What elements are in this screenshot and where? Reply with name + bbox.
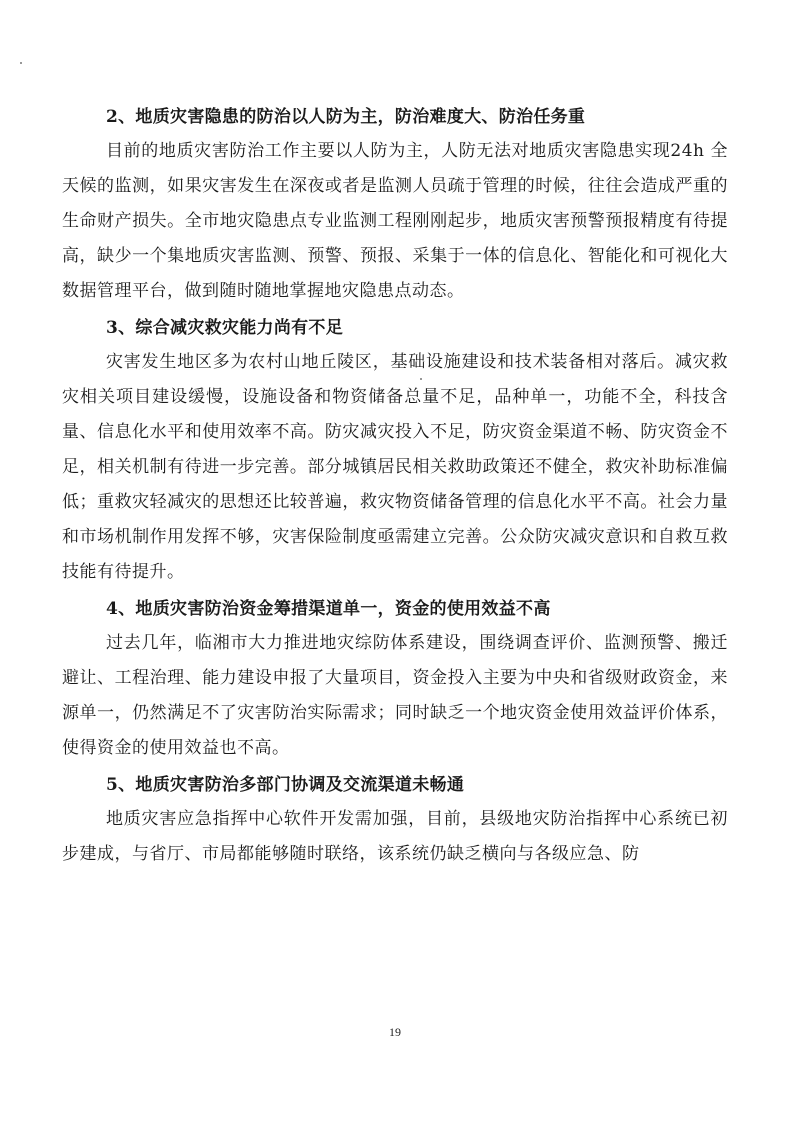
section-heading: 5、地质灾害防治多部门协调及交流渠道未畅通 [106,775,465,795]
section-heading: 2、地质灾害隐患的防治以人防为主，防治难度大、防治任务重 [106,107,586,127]
scan-speck [420,378,422,380]
section-paragraph: 灾害发生地区多为农村山地丘陵区，基础设施建设和技术装备相对落后。减灾救灾相关项目建设缓慢，设施设备和物资储备总量不足，品种单一，功能不全，科技含量、信息化水平和使用效率不高。防灾减灾投入不足，防灾资金渠道不畅、防灾资金不足，相关机制有待进一步完善。部分城镇居民相关救助政策还不健全，救灾补助标准偏低；重救灾轻减灾的思想还比较普遍，救灾物资储备管理的信息化水平不高。社会力量和市场机制作用发挥不够，灾害保险制度亟需建立完善。公众防灾减灾意识和自救互救技能有待提升。 [62,352,728,582]
section-paragraph: 目前的地质灾害防治工作主要以人防为主，人防无法对地质灾害隐患实现24h 全天候的监测，如果灾害发生在深夜或者是监测人员疏于管理的时候，往往会造成严重的生命财产损失。全市地灾隐患点专业监测工程刚刚起步，地质灾害预警预报精度有待提高，缺少一个集地质灾害监测、预警、预报、采集于一体的信息化、智能化和可视化大数据管理平台，做到随时随地掌握地灾隐患点动态。 [62,141,728,301]
scan-speck [20,62,22,64]
section-paragraph: 地质灾害应急指挥中心软件开发需加强，目前，县级地灾防治指挥中心系统已初步建成，与省厅、市局都能够随时联络，该系统仍缺乏横向与各级应急、防 [62,809,728,864]
page-number: 19 [389,1025,401,1039]
section-5 [62,768,728,872]
section-3 [62,311,728,590]
section-paragraph: 过去几年，临湘市大力推进地灾综防体系建设，围绕调查评价、监测预警、搬迁避让、工程治理、能力建设申报了大量项目，资金投入主要为中央和省级财政资金，来源单一，仍然满足不了灾害防治实际需求；同时缺乏一个地灾资金使用效益评价体系，使得资金的使用效益也不高。 [62,633,728,758]
section-heading: 3、综合减灾救灾能力尚有不足 [106,318,344,338]
section-4 [62,592,728,766]
section-2 [62,100,728,309]
section-heading: 4、地质灾害防治资金筹措渠道单一，资金的使用效益不高 [106,599,551,619]
